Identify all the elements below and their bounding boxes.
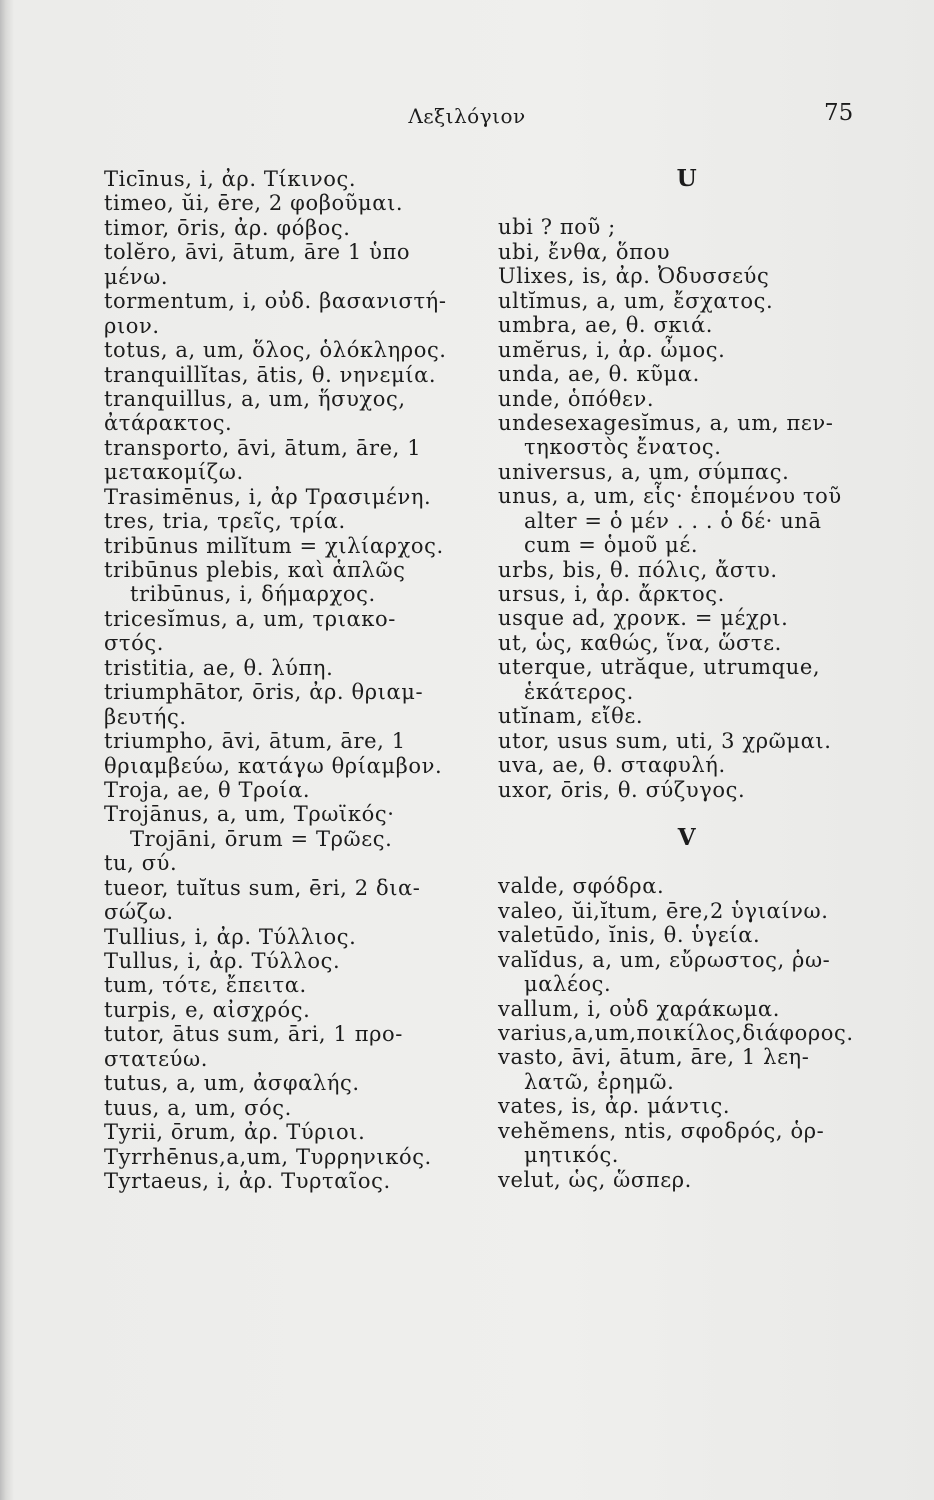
- dictionary-entry-line: Tyrrhēnus,a,um, Τυρρηνικός.: [104, 1144, 432, 1169]
- v-entries-list: [498, 874, 876, 1192]
- dictionary-entry-line: tribūnus, i, δήμαρχος.: [130, 582, 376, 607]
- dictionary-entry-line: varius,a,um,ποικίλος,διάφορος.: [498, 1021, 854, 1045]
- dictionary-entry-line: στός.: [104, 631, 165, 656]
- dictionary-entry-line: ubi ? ποῦ ;: [498, 215, 616, 240]
- dictionary-entry-line: alter = ὁ μέν . . . ὁ δέ· unā: [524, 508, 822, 533]
- dictionary-entry-line: usque ad, χρονκ. = μέχρι.: [498, 606, 789, 631]
- dictionary-entry-line: timeo, ŭi, ēre, 2 φοβοῦμαι.: [104, 191, 404, 216]
- dictionary-entry-line: ubi, ἔνθα, ὅπου: [498, 239, 671, 264]
- right-column: [498, 167, 876, 1192]
- dictionary-entry-line: uxor, ōris, θ. σύζυγος.: [498, 777, 746, 802]
- dictionary-entry-line: velut, ὡς, ὥσπερ.: [498, 1167, 692, 1192]
- dictionary-entry-line: tranquillĭtas, ātis, θ. νηνεμία.: [104, 362, 437, 387]
- dictionary-entry-line: unus, a, um, εἷς· ἑπομένου τοῦ: [498, 484, 842, 509]
- dictionary-entry-line: tueor, tuĭtus sum, ēri, 2 δια-: [104, 875, 421, 900]
- dictionary-entry-line: unda, ae, θ. κῦμα.: [498, 362, 700, 387]
- dictionary-entry-line: λατῶ, ἐρημῶ.: [524, 1069, 675, 1094]
- page-title: Λεξιλόγιον: [408, 104, 526, 128]
- dictionary-entry-line: tricesĭmus, a, um, τριακο-: [104, 606, 396, 631]
- dictionary-entry-line: triumphātor, ōris, ἀρ. θριαμ-: [104, 680, 424, 705]
- section-heading-v: V: [677, 823, 697, 851]
- dictionary-entry-line: tribūnus plebis, καὶ ἁπλῶς: [104, 558, 406, 582]
- dictionary-entry-line: μητικός.: [524, 1143, 620, 1168]
- dictionary-entry-line: vehĕmens, ntis, σφοδρός, ὁρ-: [498, 1118, 825, 1143]
- dictionary-entry-line: vasto, āvi, ātum, āre, 1 λεη-: [498, 1045, 810, 1070]
- dictionary-entry-line: θριαμβεύω, κατάγω θρίαμβον.: [104, 753, 443, 778]
- dictionary-entry-line: tuus, a, um, σός.: [104, 1095, 292, 1120]
- dictionary-entry-line: Trojāni, ōrum = Τρῶες.: [130, 826, 393, 851]
- dictionary-entry-line: tu, σύ.: [104, 851, 178, 876]
- dictionary-entry-line: ἀτάρακτος.: [104, 411, 233, 436]
- dictionary-entry-line: μαλέος.: [524, 972, 612, 997]
- dictionary-entry-line: ursus, i, ἀρ. ἄρκτος.: [498, 582, 725, 606]
- dictionary-entry-line: utĭnam, εἴθε.: [498, 704, 644, 729]
- dictionary-entry-line: turpis, e, αἰσχρός.: [104, 997, 311, 1022]
- dictionary-entry-line: Tyrtaeus, i, ἀρ. Τυρταῖος.: [104, 1168, 391, 1193]
- section-spacer: [498, 802, 876, 826]
- dictionary-entry-line: valetūdo, ĭnis, θ. ὑγεία.: [498, 923, 761, 948]
- dictionary-entry-line: Troja, ae, θ Τροία.: [104, 777, 311, 802]
- dictionary-entry-line: totus, a, um, ὅλος, ὁλόκληρος.: [104, 338, 447, 363]
- dictionary-entry-line: Trojānus, a, um, Τρωϊκός·: [104, 802, 395, 827]
- dictionary-entry-line: tristitia, ae, θ. λύπη.: [104, 655, 334, 680]
- dictionary-entry-line: undesexagesĭmus, a, um, πεν-: [498, 410, 834, 435]
- dictionary-entry-line: umbra, ae, θ. σκιά.: [498, 313, 714, 338]
- dictionary-entry-line: tutus, a, um, ἀσφαλής.: [104, 1071, 360, 1096]
- dictionary-entry-line: Tullus, i, ἀρ. Τύλλος.: [104, 949, 341, 973]
- section-spacer: [498, 850, 876, 874]
- dictionary-entry-line: Trasimēnus, i, ἀρ Τρασιμένη.: [104, 484, 432, 509]
- dictionary-entry-line: timor, ōris, ἀρ. φόβος.: [104, 215, 351, 240]
- dictionary-entry-line: tutor, ātus sum, āri, 1 προ-: [104, 1022, 403, 1047]
- dictionary-entry-line: ultĭmus, a, um, ἔσχατος.: [498, 288, 774, 313]
- dictionary-entry-line: uva, ae, θ. σταφυλή.: [498, 753, 726, 778]
- dictionary-entry-line: Ulixes, is, ἀρ. Ὀδυσσεύς: [498, 264, 770, 289]
- section-spacer: [498, 191, 876, 215]
- dictionary-entry-line: tribūnus milĭtum = χιλίαρχος.: [104, 533, 444, 558]
- dictionary-entry-line: ἑκάτερος.: [524, 679, 634, 704]
- dictionary-entry-line: valde, σφόδρα.: [498, 874, 665, 899]
- dictionary-entry-line: tranquillus, a, um, ἥσυχος,: [104, 386, 406, 411]
- dictionary-entry-line: βευτής.: [104, 704, 187, 729]
- dictionary-entry-line: cum = ὁμοῦ μέ.: [524, 533, 699, 558]
- section-heading-u: U: [676, 165, 698, 192]
- dictionary-entry-line: ut, ὡς, καθώς, ἵνα, ὥστε.: [498, 630, 782, 655]
- dictionary-entry-line: Tullius, i, ἀρ. Τύλλιος.: [104, 924, 357, 949]
- dictionary-entry-line: vallum, i, οὐδ χαράκωμα.: [498, 996, 780, 1021]
- dictionary-entry-line: valĭdus, a, um, εὔρωστος, ῥω-: [498, 947, 831, 972]
- dictionary-entry-line: uterque, utrăque, utrumque,: [498, 655, 821, 680]
- left-column: [104, 167, 482, 1193]
- dictionary-entry-line: tum, τότε, ἔπειτα.: [104, 973, 307, 998]
- dictionary-entry-line: triumpho, āvi, ātum, āre, 1: [104, 729, 406, 754]
- dictionary-entry-line: umĕrus, i, ἀρ. ὦμος.: [498, 337, 726, 362]
- dictionary-entry-line: τηκοστὸς ἔνατος.: [524, 435, 722, 460]
- dictionary-entry-line: vates, is, ἀρ. μάντις.: [498, 1094, 731, 1119]
- dictionary-entry-line: transporto, āvi, ātum, āre, 1: [104, 435, 422, 460]
- dictionary-entry-line: Ticīnus, i, ἀρ. Τίκινος.: [104, 167, 357, 191]
- dictionary-entry-line: tormentum, i, οὐδ. βασανιστή-: [104, 289, 447, 314]
- dictionary-entry-line: μένω.: [104, 264, 169, 289]
- dictionary-entry-line: Tyrii, ōrum, ἀρ. Τύριοι.: [104, 1120, 366, 1145]
- dictionary-entry-line: valeo, ŭi,ĭtum, ēre,2 ὑγιαίνω.: [498, 898, 829, 923]
- dictionary-entry-line: σώζω.: [104, 900, 174, 925]
- u-entries-list: [498, 215, 876, 802]
- dictionary-entry-line: universus, a, um, σύμπας.: [498, 459, 790, 484]
- dictionary-entry-line: στατεύω.: [104, 1046, 208, 1071]
- dictionary-entry-line: tres, tria, τρεῖς, τρία.: [104, 509, 346, 534]
- dictionary-entry-line: ριον.: [104, 313, 160, 338]
- dictionary-entry-line: utor, usus sum, uti, 3 χρῶμαι.: [498, 728, 832, 753]
- dictionary-entry-line: μετακομίζω.: [104, 460, 244, 485]
- dictionary-entry-line: unde, ὁπόθεν.: [498, 386, 655, 411]
- dictionary-entry-line: urbs, bis, θ. πόλις, ἄστυ.: [498, 557, 778, 582]
- dictionary-entry-line: tolĕro, āvi, ātum, āre 1 ὑπο: [104, 240, 411, 265]
- page-number: 75: [824, 100, 854, 126]
